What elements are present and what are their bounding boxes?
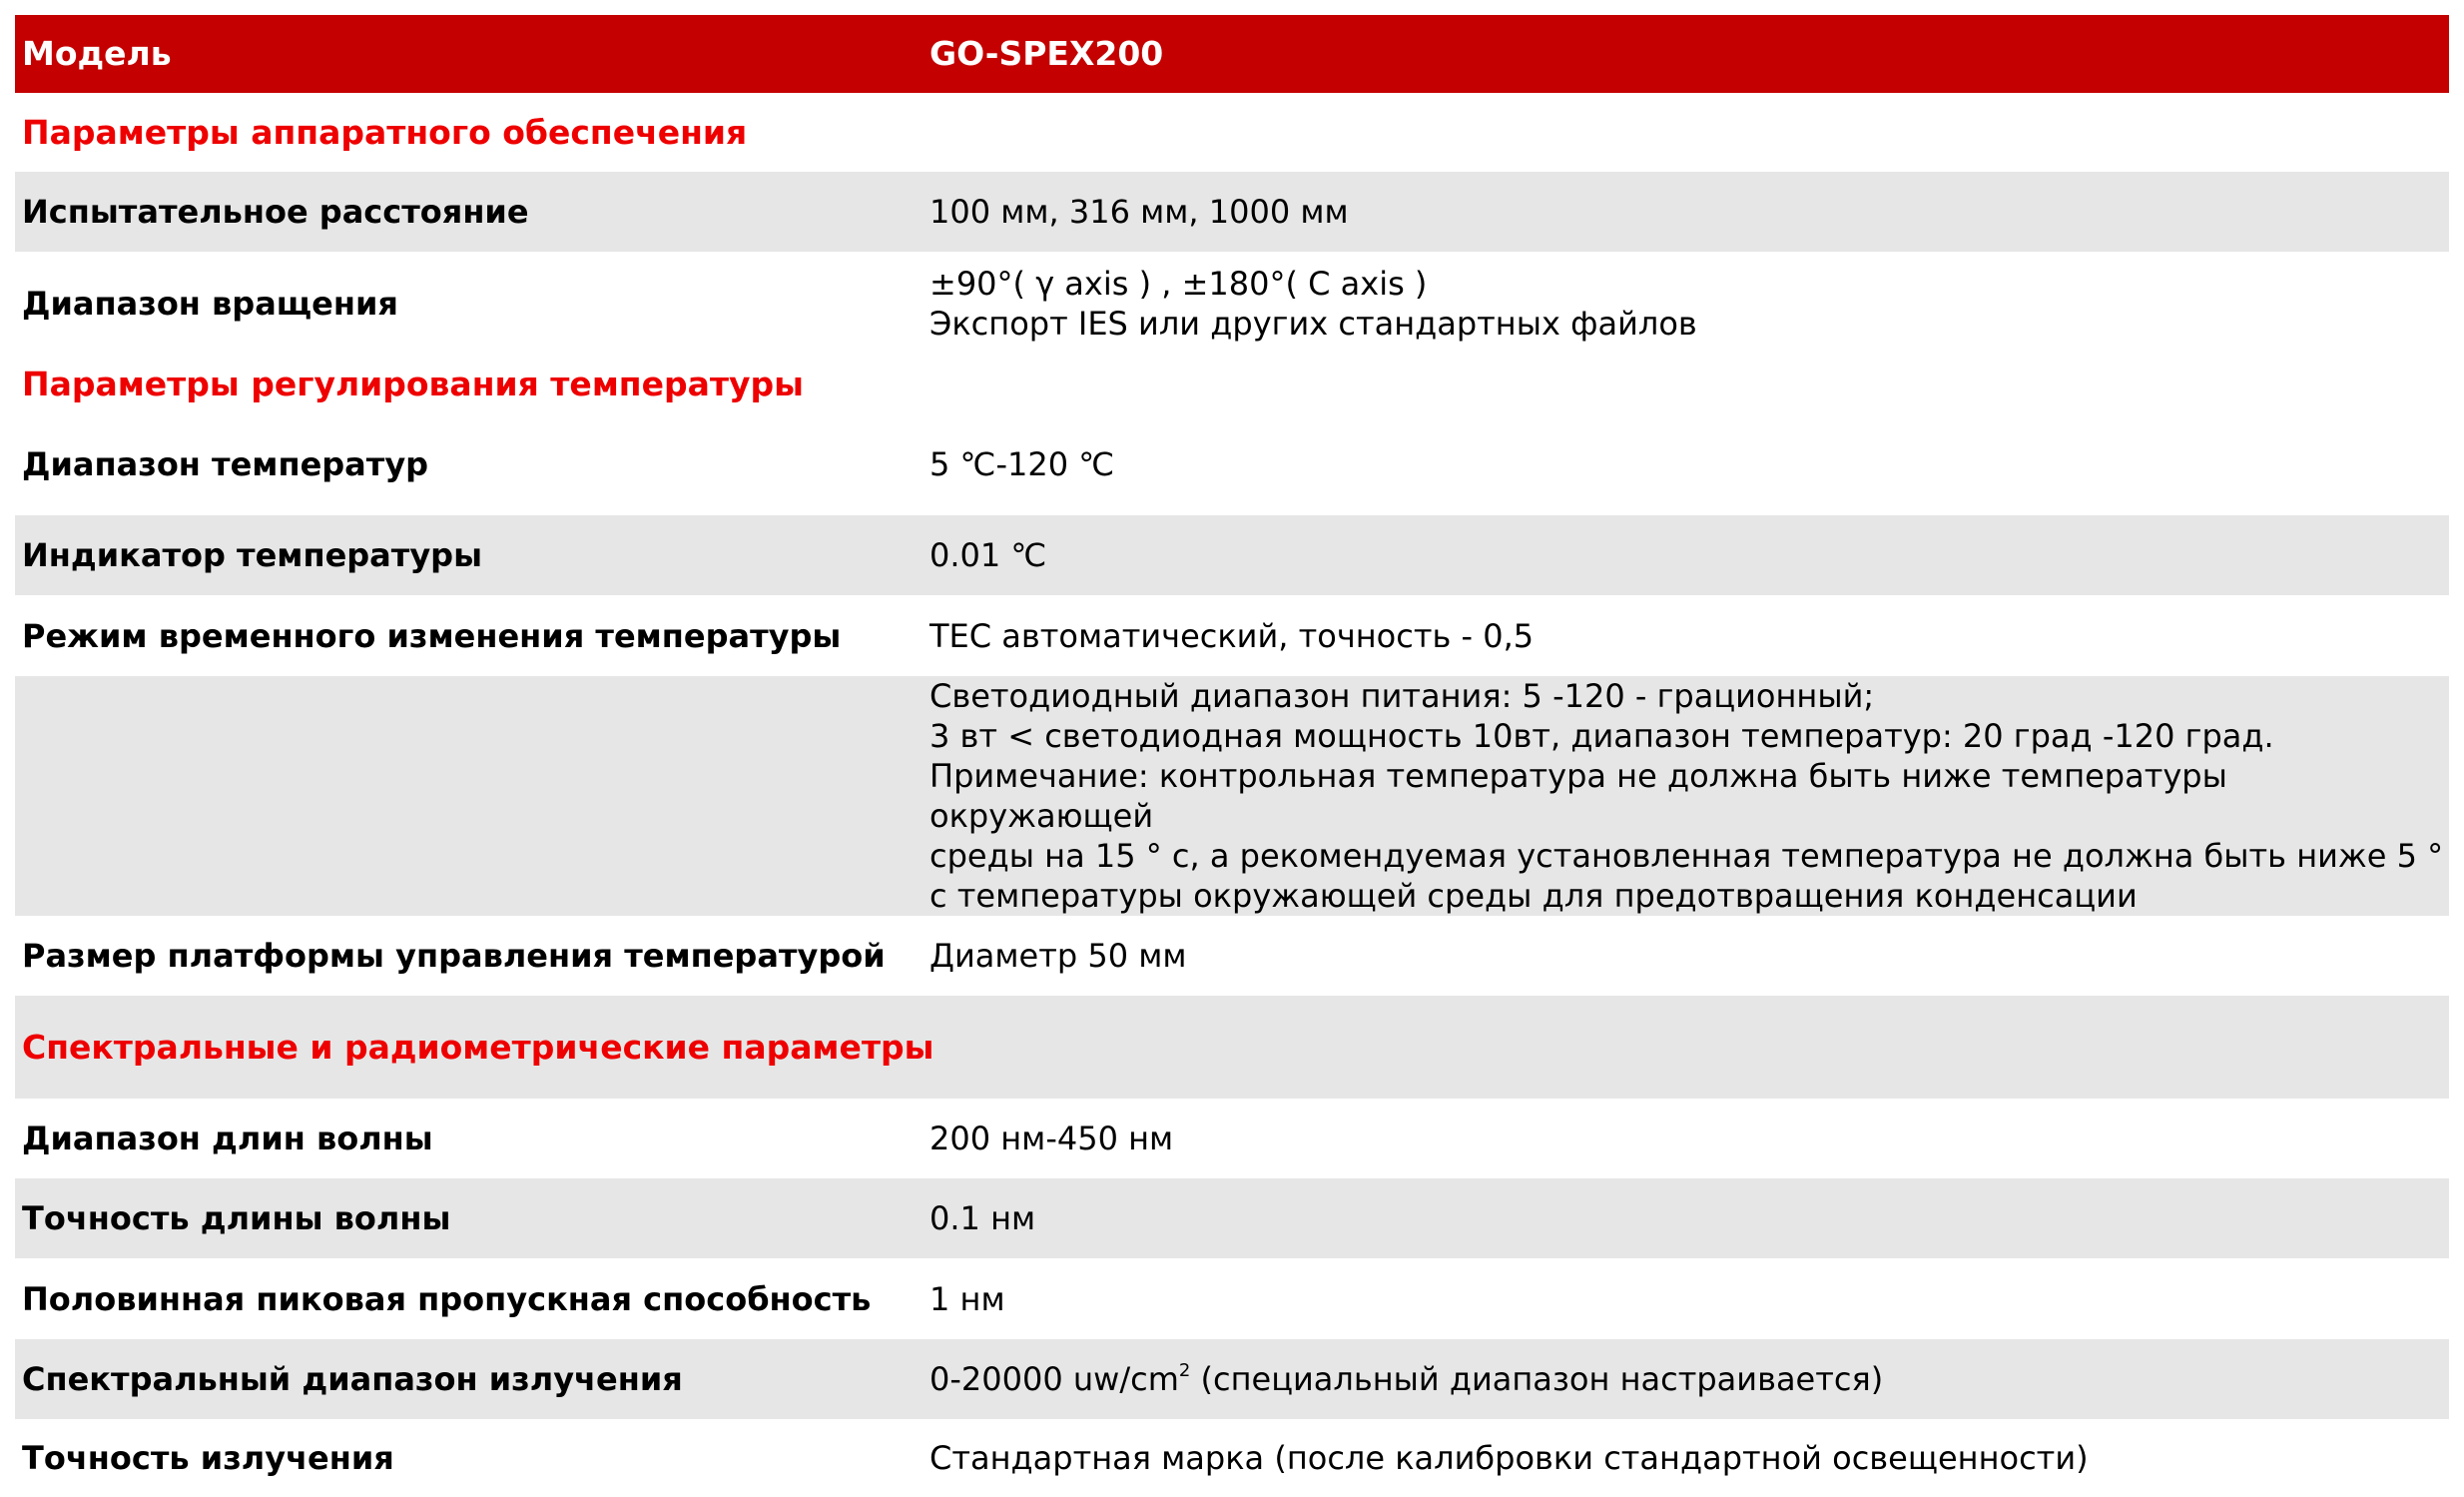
irradiance-range-main: 0-20000 uw/cm <box>929 1360 1179 1398</box>
row-value-led-notes <box>923 676 2449 916</box>
led-notes-line-5: с температуры окружающей среды для предотвращения конденсации <box>929 877 2138 915</box>
row-label-rotation-range: Диапазон вращения <box>15 252 923 356</box>
irradiance-range-superscript: 2 <box>1178 1360 1191 1381</box>
row-label-irradiance-accuracy: Точность излучения <box>15 1419 923 1497</box>
row-label-led-notes <box>15 676 923 916</box>
led-notes-line-2: 3 вт < светодиодная мощность 10вт, диапазон температур: 20 град -120 град. <box>929 717 2274 755</box>
rotation-range-line-2: Экспорт IES или других стандартных файлов <box>929 305 1697 343</box>
table-row-temp-range <box>15 412 2449 515</box>
row-label-platform-size: Размер платформы управления температурой <box>15 916 923 996</box>
row-value-temp-mode: TEC автоматический, точность - 0,5 <box>923 595 2449 676</box>
header-row <box>15 15 2449 93</box>
row-value-test-distance: 100 мм, 316 мм, 1000 мм <box>923 172 2449 252</box>
row-value-wavelength-range: 200 нм-450 нм <box>923 1099 2449 1178</box>
row-label-irradiance-range: Спектральный диапазон излучения <box>15 1339 923 1419</box>
row-value-irradiance-accuracy: Стандартная марка (после калибровки стандартной освещенности) <box>923 1419 2449 1497</box>
row-value-platform-size: Диаметр 50 мм <box>923 916 2449 996</box>
row-label-temp-mode: Режим временного изменения температуры <box>15 595 923 676</box>
row-label-half-peak-bandwidth: Половинная пиковая пропускная способность <box>15 1258 923 1339</box>
section-title-hardware: Параметры аппаратного обеспечения <box>15 93 2449 172</box>
table-row-led-notes <box>15 676 2449 916</box>
led-notes-line-3: Примечание: контрольная температура не должна быть ниже температуры окружающей <box>929 757 2227 835</box>
rotation-range-line-1: ±90°( γ axis ) , ±180°( C axis ) <box>929 265 1428 303</box>
table-row-half-peak-bandwidth <box>15 1258 2449 1339</box>
section-title-temperature: Параметры регулирования температуры <box>15 356 2449 412</box>
row-value-wavelength-accuracy: 0.1 нм <box>923 1178 2449 1258</box>
irradiance-range-note: (специальный диапазон настраивается) <box>1190 1360 1884 1398</box>
row-value-rotation-range <box>923 252 2449 356</box>
model-value: GO-SPEX200 <box>923 15 2449 93</box>
row-label-temp-range: Диапазон температур <box>15 412 923 515</box>
led-notes-line-4: среды на 15 ° с, а рекомендуемая установленная температура не должна быть ниже 5 ° <box>929 837 2444 875</box>
model-label: Модель <box>15 15 923 93</box>
table-row-irradiance-range <box>15 1339 2449 1419</box>
spec-table <box>15 15 2449 1497</box>
section-row-hardware <box>15 93 2449 172</box>
row-label-wavelength-accuracy: Точность длины волны <box>15 1178 923 1258</box>
table-row-platform-size <box>15 916 2449 996</box>
row-value-irradiance-range <box>923 1339 2449 1419</box>
table-row-temp-indicator <box>15 515 2449 595</box>
row-label-wavelength-range: Диапазон длин волны <box>15 1099 923 1178</box>
table-row-temp-mode <box>15 595 2449 676</box>
table-row-irradiance-accuracy <box>15 1419 2449 1497</box>
row-value-temp-range: 5 ℃-120 ℃ <box>923 412 2449 515</box>
led-notes-line-1: Светодиодный диапазон питания: 5 -120 - грационный; <box>929 677 1875 715</box>
section-row-temperature <box>15 356 2449 412</box>
section-title-spectral: Спектральные и радиометрические параметры <box>15 996 2449 1099</box>
table-row-rotation-range <box>15 252 2449 356</box>
table-row-wavelength-accuracy <box>15 1178 2449 1258</box>
section-row-spectral <box>15 996 2449 1099</box>
row-value-half-peak-bandwidth: 1 нм <box>923 1258 2449 1339</box>
row-label-test-distance: Испытательное расстояние <box>15 172 923 252</box>
table-row-wavelength-range <box>15 1099 2449 1178</box>
row-label-temp-indicator: Индикатор температуры <box>15 515 923 595</box>
table-row-test-distance <box>15 172 2449 252</box>
row-value-temp-indicator: 0.01 ℃ <box>923 515 2449 595</box>
